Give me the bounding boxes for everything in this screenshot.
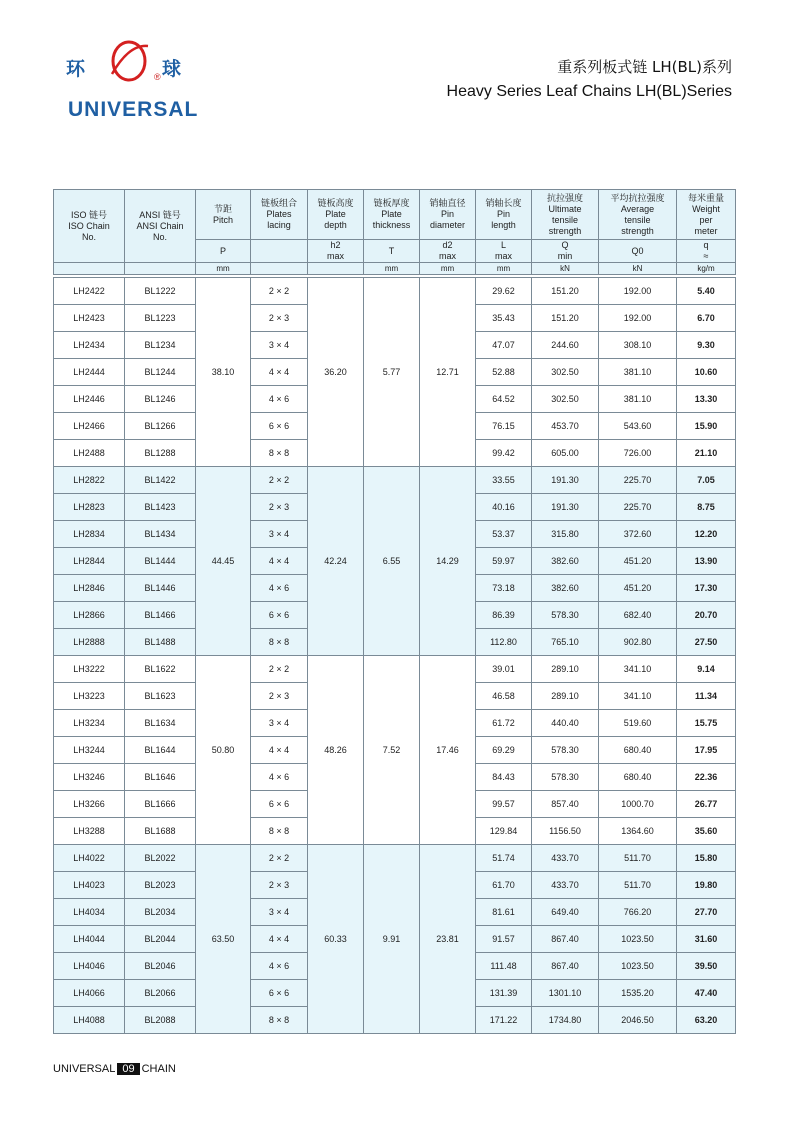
footer (53, 1063, 176, 1075)
weight-cell: 12.20 (677, 521, 736, 548)
lacing-cell: 3 × 4 (251, 710, 308, 737)
ultimate-strength-cell: 244.60 (532, 332, 599, 359)
pin-length-cell: 51.74 (476, 845, 532, 872)
pitch-cell: 44.45 (196, 467, 251, 656)
ultimate-strength-cell: 433.70 (532, 872, 599, 899)
pin-length-cell: 91.57 (476, 926, 532, 953)
iso-chain-no: LH4022 (54, 845, 125, 872)
lacing-cell: 2 × 3 (251, 683, 308, 710)
iso-chain-no: LH3246 (54, 764, 125, 791)
weight-cell: 21.10 (677, 440, 736, 467)
lacing-cell: 2 × 2 (251, 656, 308, 683)
ultimate-strength-cell: 765.10 (532, 629, 599, 656)
title-en: Heavy Series Leaf Chains LH(BL)Series (446, 83, 732, 100)
iso-chain-no: LH2866 (54, 602, 125, 629)
ansi-chain-no: BL1623 (125, 683, 196, 710)
iso-chain-no: LH4023 (54, 872, 125, 899)
weight-cell: 9.14 (677, 656, 736, 683)
unit-blank (125, 263, 196, 275)
lacing-cell: 4 × 4 (251, 926, 308, 953)
ansi-chain-no: BL2022 (125, 845, 196, 872)
ansi-chain-no: BL1466 (125, 602, 196, 629)
ultimate-strength-cell: 191.30 (532, 494, 599, 521)
table-row (54, 656, 736, 683)
iso-chain-no: LH2844 (54, 548, 125, 575)
thickness-cell: 9.91 (364, 845, 420, 1034)
iso-chain-no: LH3234 (54, 710, 125, 737)
unit-pitch: mm (196, 263, 251, 275)
pin-length-cell: 53.37 (476, 521, 532, 548)
average-strength-cell: 519.60 (599, 710, 677, 737)
hdr-thickness: 链板厚度 Plate thickness (364, 190, 420, 240)
unit-thickness: mm (364, 263, 420, 275)
average-strength-cell: 1000.70 (599, 791, 677, 818)
table-body (54, 278, 736, 1034)
average-strength-cell: 225.70 (599, 494, 677, 521)
unit-avg: kN (599, 263, 677, 275)
weight-cell: 15.75 (677, 710, 736, 737)
hdr-average: 平均抗拉强度 Average tensile strength (599, 190, 677, 240)
ansi-chain-no: BL2066 (125, 980, 196, 1007)
ansi-chain-no: BL2023 (125, 872, 196, 899)
lacing-cell: 3 × 4 (251, 899, 308, 926)
pin-diameter-cell: 17.46 (420, 656, 476, 845)
average-strength-cell: 766.20 (599, 899, 677, 926)
registered-mark: ® (154, 72, 161, 82)
ansi-chain-no: BL1434 (125, 521, 196, 548)
iso-chain-no: LH3266 (54, 791, 125, 818)
average-strength-cell: 1023.50 (599, 953, 677, 980)
pin-length-cell: 76.15 (476, 413, 532, 440)
iso-chain-no: LH4046 (54, 953, 125, 980)
pin-length-cell: 52.88 (476, 359, 532, 386)
pin-length-cell: 35.43 (476, 305, 532, 332)
sym-q0: Q0 (599, 240, 677, 263)
average-strength-cell: 341.10 (599, 656, 677, 683)
weight-cell: 26.77 (677, 791, 736, 818)
lacing-cell: 8 × 8 (251, 629, 308, 656)
sym-h2: h2 max (308, 240, 364, 263)
sym-p: P (196, 240, 251, 263)
iso-chain-no: LH4088 (54, 1007, 125, 1034)
iso-chain-no: LH4044 (54, 926, 125, 953)
pitch-cell: 50.80 (196, 656, 251, 845)
ansi-chain-no: BL2044 (125, 926, 196, 953)
sym-lacing (251, 240, 308, 263)
pin-length-cell: 86.39 (476, 602, 532, 629)
ultimate-strength-cell: 289.10 (532, 683, 599, 710)
iso-chain-no: LH3244 (54, 737, 125, 764)
weight-cell: 8.75 (677, 494, 736, 521)
unit-weight: kg/m (677, 263, 736, 275)
sym-t: T (364, 240, 420, 263)
weight-cell: 11.34 (677, 683, 736, 710)
weight-cell: 9.30 (677, 332, 736, 359)
ultimate-strength-cell: 433.70 (532, 845, 599, 872)
ultimate-strength-cell: 867.40 (532, 926, 599, 953)
unit-blank (308, 263, 364, 275)
hdr-ansi: ANSI 链号 ANSI Chain No. (125, 190, 196, 263)
ultimate-strength-cell: 191.30 (532, 467, 599, 494)
lacing-cell: 8 × 8 (251, 1007, 308, 1034)
weight-cell: 22.36 (677, 764, 736, 791)
ansi-chain-no: BL1222 (125, 278, 196, 305)
weight-cell: 17.95 (677, 737, 736, 764)
lacing-cell: 6 × 6 (251, 602, 308, 629)
pin-length-cell: 47.07 (476, 332, 532, 359)
iso-chain-no: LH2446 (54, 386, 125, 413)
lacing-cell: 3 × 4 (251, 332, 308, 359)
sym-qw: q ≈ (677, 240, 736, 263)
pin-length-cell: 40.16 (476, 494, 532, 521)
iso-chain-no: LH3288 (54, 818, 125, 845)
average-strength-cell: 381.10 (599, 386, 677, 413)
average-strength-cell: 308.10 (599, 332, 677, 359)
depth-cell: 60.33 (308, 845, 364, 1034)
ultimate-strength-cell: 151.20 (532, 278, 599, 305)
weight-cell: 35.60 (677, 818, 736, 845)
ultimate-strength-cell: 1156.50 (532, 818, 599, 845)
ansi-chain-no: BL1622 (125, 656, 196, 683)
logo-text: UNIVERSAL (68, 98, 199, 121)
iso-chain-no: LH2444 (54, 359, 125, 386)
ultimate-strength-cell: 315.80 (532, 521, 599, 548)
ultimate-strength-cell: 1734.80 (532, 1007, 599, 1034)
iso-chain-no: LH2422 (54, 278, 125, 305)
ansi-chain-no: BL1446 (125, 575, 196, 602)
weight-cell: 15.80 (677, 845, 736, 872)
lacing-cell: 2 × 3 (251, 305, 308, 332)
average-strength-cell: 1023.50 (599, 926, 677, 953)
pin-length-cell: 111.48 (476, 953, 532, 980)
average-strength-cell: 381.10 (599, 359, 677, 386)
iso-chain-no: LH2488 (54, 440, 125, 467)
ultimate-strength-cell: 605.00 (532, 440, 599, 467)
thickness-cell: 7.52 (364, 656, 420, 845)
ultimate-strength-cell: 453.70 (532, 413, 599, 440)
pin-length-cell: 99.42 (476, 440, 532, 467)
average-strength-cell: 341.10 (599, 683, 677, 710)
table-row (54, 845, 736, 872)
thickness-cell: 6.55 (364, 467, 420, 656)
weight-cell: 10.60 (677, 359, 736, 386)
ansi-chain-no: BL1288 (125, 440, 196, 467)
pin-length-cell: 81.61 (476, 899, 532, 926)
pin-length-cell: 69.29 (476, 737, 532, 764)
average-strength-cell: 192.00 (599, 305, 677, 332)
ansi-chain-no: BL1422 (125, 467, 196, 494)
hdr-pin-length: 销轴长度 Pin length (476, 190, 532, 240)
depth-cell: 48.26 (308, 656, 364, 845)
ultimate-strength-cell: 302.50 (532, 386, 599, 413)
ultimate-strength-cell: 440.40 (532, 710, 599, 737)
pin-length-cell: 171.22 (476, 1007, 532, 1034)
iso-chain-no: LH4034 (54, 899, 125, 926)
average-strength-cell: 511.70 (599, 845, 677, 872)
average-strength-cell: 1364.60 (599, 818, 677, 845)
average-strength-cell: 2046.50 (599, 1007, 677, 1034)
unit-pin: mm (420, 263, 476, 275)
hdr-iso: ISO 链号 ISO Chain No. (54, 190, 125, 263)
hdr-pin-diameter: 销轴直径 Pin diameter (420, 190, 476, 240)
ansi-chain-no: BL2034 (125, 899, 196, 926)
average-strength-cell: 726.00 (599, 440, 677, 467)
ansi-chain-no: BL1246 (125, 386, 196, 413)
pin-length-cell: 59.97 (476, 548, 532, 575)
sym-d2: d2 max (420, 240, 476, 263)
average-strength-cell: 451.20 (599, 575, 677, 602)
ultimate-strength-cell: 578.30 (532, 602, 599, 629)
ultimate-strength-cell: 578.30 (532, 764, 599, 791)
lacing-cell: 6 × 6 (251, 413, 308, 440)
average-strength-cell: 225.70 (599, 467, 677, 494)
weight-cell: 19.80 (677, 872, 736, 899)
pin-length-cell: 84.43 (476, 764, 532, 791)
lacing-cell: 4 × 6 (251, 953, 308, 980)
hdr-depth: 链板高度 Plate depth (308, 190, 364, 240)
lacing-cell: 4 × 4 (251, 548, 308, 575)
pin-length-cell: 29.62 (476, 278, 532, 305)
depth-cell: 42.24 (308, 467, 364, 656)
average-strength-cell: 680.40 (599, 737, 677, 764)
pin-diameter-cell: 14.29 (420, 467, 476, 656)
hdr-lacing: 链板组合 Plates lacing (251, 190, 308, 240)
hdr-ultimate: 抗拉强度 Ultimate tensile strength (532, 190, 599, 240)
pin-length-cell: 61.72 (476, 710, 532, 737)
pitch-cell: 63.50 (196, 845, 251, 1034)
lacing-cell: 4 × 4 (251, 737, 308, 764)
ansi-chain-no: BL1423 (125, 494, 196, 521)
logo-cn-right: 球 (162, 58, 182, 80)
lacing-cell: 2 × 2 (251, 845, 308, 872)
ansi-chain-no: BL1634 (125, 710, 196, 737)
iso-chain-no: LH2846 (54, 575, 125, 602)
ultimate-strength-cell: 289.10 (532, 656, 599, 683)
weight-cell: 20.70 (677, 602, 736, 629)
pin-length-cell: 61.70 (476, 872, 532, 899)
ansi-chain-no: BL1666 (125, 791, 196, 818)
ansi-chain-no: BL1234 (125, 332, 196, 359)
sym-q: Q min (532, 240, 599, 263)
lacing-cell: 2 × 2 (251, 467, 308, 494)
iso-chain-no: LH2834 (54, 521, 125, 548)
iso-chain-no: LH2822 (54, 467, 125, 494)
iso-chain-no: LH2434 (54, 332, 125, 359)
lacing-cell: 2 × 2 (251, 278, 308, 305)
table-row (54, 278, 736, 305)
ansi-chain-no: BL1223 (125, 305, 196, 332)
iso-chain-no: LH4066 (54, 980, 125, 1007)
iso-chain-no: LH3222 (54, 656, 125, 683)
depth-cell: 36.20 (308, 278, 364, 467)
lacing-cell: 8 × 8 (251, 818, 308, 845)
lacing-cell: 4 × 6 (251, 575, 308, 602)
iso-chain-no: LH2466 (54, 413, 125, 440)
lacing-cell: 2 × 3 (251, 872, 308, 899)
weight-cell: 27.50 (677, 629, 736, 656)
ultimate-strength-cell: 867.40 (532, 953, 599, 980)
pin-length-cell: 129.84 (476, 818, 532, 845)
table-row (54, 467, 736, 494)
weight-cell: 5.40 (677, 278, 736, 305)
average-strength-cell: 451.20 (599, 548, 677, 575)
logo-cn-left: 环 (66, 58, 86, 80)
weight-cell: 17.30 (677, 575, 736, 602)
ansi-chain-no: BL1266 (125, 413, 196, 440)
pin-length-cell: 39.01 (476, 656, 532, 683)
ultimate-strength-cell: 382.60 (532, 575, 599, 602)
lacing-cell: 4 × 6 (251, 386, 308, 413)
pin-length-cell: 73.18 (476, 575, 532, 602)
lacing-cell: 4 × 4 (251, 359, 308, 386)
hdr-pitch: 节距 Pitch (196, 190, 251, 240)
weight-cell: 39.50 (677, 953, 736, 980)
ansi-chain-no: BL2088 (125, 1007, 196, 1034)
average-strength-cell: 680.40 (599, 764, 677, 791)
iso-chain-no: LH2823 (54, 494, 125, 521)
lacing-cell: 4 × 6 (251, 764, 308, 791)
lacing-cell: 6 × 6 (251, 980, 308, 1007)
pin-diameter-cell: 23.81 (420, 845, 476, 1034)
page-number: 09 (117, 1063, 139, 1075)
lacing-cell: 2 × 3 (251, 494, 308, 521)
page-title (447, 56, 732, 101)
average-strength-cell: 902.80 (599, 629, 677, 656)
ultimate-strength-cell: 578.30 (532, 737, 599, 764)
ultimate-strength-cell: 857.40 (532, 791, 599, 818)
footer-right: CHAIN (141, 1063, 176, 1075)
weight-cell: 13.90 (677, 548, 736, 575)
average-strength-cell: 511.70 (599, 872, 677, 899)
lacing-cell: 8 × 8 (251, 440, 308, 467)
average-strength-cell: 543.60 (599, 413, 677, 440)
weight-cell: 47.40 (677, 980, 736, 1007)
weight-cell: 27.70 (677, 899, 736, 926)
ansi-chain-no: BL2046 (125, 953, 196, 980)
weight-cell: 63.20 (677, 1007, 736, 1034)
thickness-cell: 5.77 (364, 278, 420, 467)
pin-length-cell: 64.52 (476, 386, 532, 413)
ultimate-strength-cell: 302.50 (532, 359, 599, 386)
unit-length: mm (476, 263, 532, 275)
pin-length-cell: 99.57 (476, 791, 532, 818)
unit-blank (251, 263, 308, 275)
weight-cell: 15.90 (677, 413, 736, 440)
lacing-cell: 6 × 6 (251, 791, 308, 818)
weight-cell: 31.60 (677, 926, 736, 953)
iso-chain-no: LH2423 (54, 305, 125, 332)
average-strength-cell: 682.40 (599, 602, 677, 629)
average-strength-cell: 372.60 (599, 521, 677, 548)
average-strength-cell: 192.00 (599, 278, 677, 305)
pin-length-cell: 33.55 (476, 467, 532, 494)
iso-chain-no: LH2888 (54, 629, 125, 656)
ansi-chain-no: BL1688 (125, 818, 196, 845)
ultimate-strength-cell: 382.60 (532, 548, 599, 575)
unit-ult: kN (532, 263, 599, 275)
ultimate-strength-cell: 151.20 (532, 305, 599, 332)
title-cn: 重系列板式链 LH(BL)系列 (557, 58, 732, 76)
brand-logo (66, 36, 199, 126)
pin-length-cell: 112.80 (476, 629, 532, 656)
pin-diameter-cell: 12.71 (420, 278, 476, 467)
globe-icon (106, 38, 152, 84)
weight-cell: 7.05 (677, 467, 736, 494)
ansi-chain-no: BL1644 (125, 737, 196, 764)
hdr-weight: 每米重量 Weight per meter (677, 190, 736, 240)
pin-length-cell: 46.58 (476, 683, 532, 710)
ultimate-strength-cell: 649.40 (532, 899, 599, 926)
ansi-chain-no: BL1488 (125, 629, 196, 656)
weight-cell: 6.70 (677, 305, 736, 332)
sym-l: L max (476, 240, 532, 263)
iso-chain-no: LH3223 (54, 683, 125, 710)
pitch-cell: 38.10 (196, 278, 251, 467)
footer-left: UNIVERSAL (53, 1063, 116, 1075)
unit-blank (54, 263, 125, 275)
lacing-cell: 3 × 4 (251, 521, 308, 548)
spec-table (53, 189, 736, 1034)
ultimate-strength-cell: 1301.10 (532, 980, 599, 1007)
ansi-chain-no: BL1244 (125, 359, 196, 386)
average-strength-cell: 1535.20 (599, 980, 677, 1007)
weight-cell: 13.30 (677, 386, 736, 413)
ansi-chain-no: BL1646 (125, 764, 196, 791)
pin-length-cell: 131.39 (476, 980, 532, 1007)
ansi-chain-no: BL1444 (125, 548, 196, 575)
